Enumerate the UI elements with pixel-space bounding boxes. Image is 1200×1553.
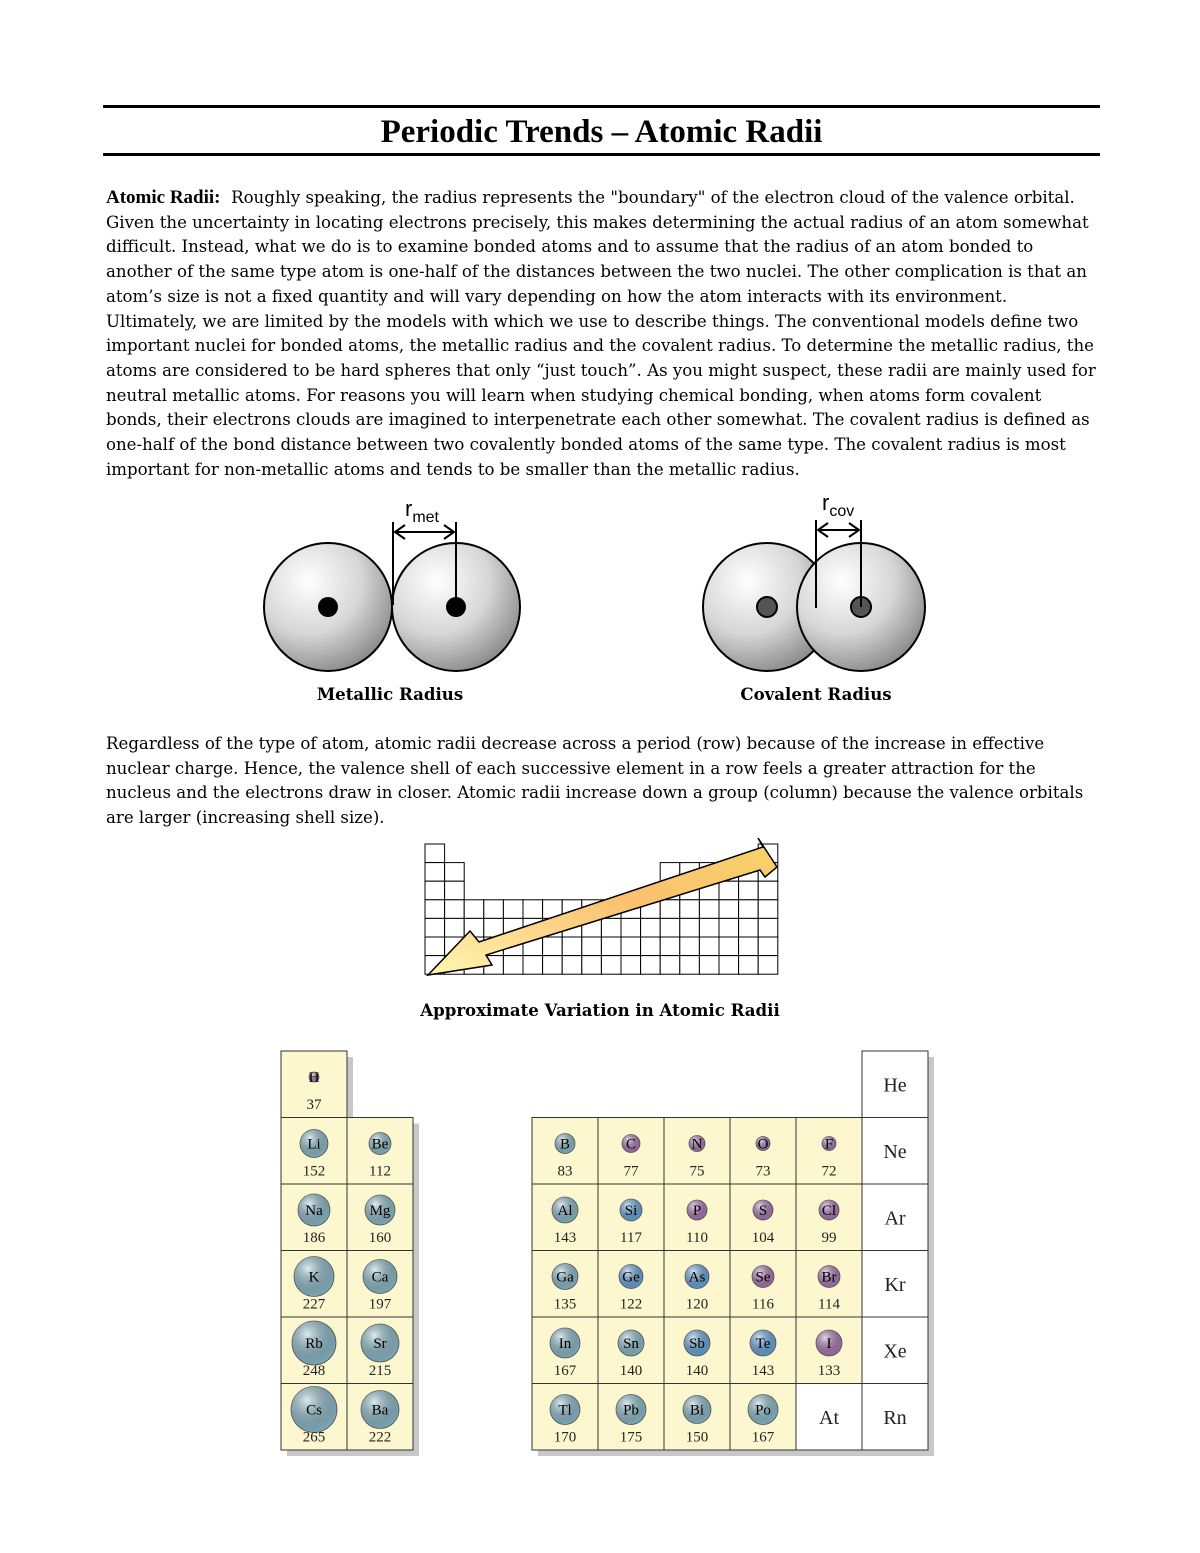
element-radius: 167 [751,1429,775,1446]
element-cell [532,1317,604,1390]
element-symbol: Al [557,1203,573,1219]
element-cell [281,1118,353,1191]
grid-cell [699,956,719,975]
element-symbol: C [625,1136,637,1153]
grid-cell [641,937,661,956]
trend-paragraph: Regardless of the type of atom, atomic radii decrease across a period (row) because of the increase in effective nuclear charge. Hence, the valence shell of each successive element in a row feels a greater attraction for the nucleus and the electrons draw in closer. Atomic radii increase down a group (column) because the valence orbitals are larger (increasing shell size). [106,734,1084,828]
element-symbol: Ge [622,1269,640,1286]
element-radius: 75 [689,1163,705,1180]
element-symbol: Ba [371,1402,389,1419]
element-symbol: P [692,1203,702,1219]
element-cell [730,1184,802,1257]
element-symbol: Kr [884,1273,906,1296]
grid-cell [582,956,602,975]
element-cell [598,1118,670,1191]
element-symbol: Bi [689,1402,705,1419]
grid-cell [680,956,700,975]
element-symbol: Po [755,1402,771,1419]
intro-body: Roughly speaking, the radius represents the "boundary" of the electron cloud of the valence orbital. Given the uncertainty in locating electrons precisely, this makes determining the actual radius of an atom somewhat difficult. Instead, what we do is to examine bonded atoms and to assume that the radius of an atom bonded to another of the same type atom is one-half of the distances between the two nuclei. The other complication is that an atom’s size is not a fixed quantity and will vary depending on how the atom interacts with its environment. Ultimately, we are limited by the models with which we use to describe things. The conventional models define two important nuclei for bonded atoms, the metallic radius and the covalent radius. To determine the metallic radius, the atoms are considered to be hard spheres that only “just touch”. As you might suspect, these radii are mainly used for neutral metallic atoms. For reasons you will learn when studying chemical bonding, when atoms form covalent bonds, their electrons clouds are imagined to interpenetrate each other somewhat. The covalent radius is defined as one-half of the bond distance between two covalently bonded atoms of the same type. The covalent radius is most important for non-metallic atoms and tends to be smaller than the metallic radius. [106,188,1096,479]
grid-cell [523,900,543,919]
element-symbol: Br [821,1269,837,1286]
element-radius: 248 [302,1363,326,1379]
element-cell [532,1118,604,1191]
element-cell [796,1317,868,1390]
element-cell [532,1384,604,1457]
grid-cell [601,918,621,937]
grid-cell [660,918,680,937]
element-cell [347,1251,419,1324]
element-symbol: Sb [689,1336,705,1352]
grid-cell [503,956,523,975]
element-radius: 140 [685,1363,709,1379]
grid-cell [758,956,778,975]
grid-cell [758,881,778,900]
element-symbol: Si [624,1203,638,1219]
element-symbol: He [883,1074,907,1097]
intro-lead: Atomic Radii: [106,187,221,208]
element-radius: 83 [557,1163,573,1180]
element-radius: 143 [751,1363,775,1379]
element-radius: 122 [619,1296,643,1313]
grid-cell [739,956,759,975]
title-underline [103,153,1100,156]
element-symbol: As [688,1269,706,1286]
grid-cell [660,956,680,975]
element-symbol: Mg [369,1203,391,1219]
element-radius: 175 [619,1429,643,1446]
element-symbol: Cs [306,1402,322,1419]
grid-cell [660,900,680,919]
element-symbol: B [559,1136,571,1153]
element-cell [664,1118,736,1191]
element-symbol: Te [755,1336,771,1352]
element-cell [532,1251,604,1324]
grid-cell [719,881,739,900]
element-radius: 72 [821,1163,837,1180]
grid-cell [739,881,759,900]
grid-cell [719,900,739,919]
element-symbol: At [819,1406,839,1429]
grid-cell [739,918,759,937]
element-cell [796,1184,868,1257]
trend-caption: Approximate Variation in Atomic Radii [420,1000,780,1020]
element-radius: 222 [368,1429,392,1446]
grid-cell [601,956,621,975]
covalent-nucleus-left [757,597,777,617]
grid-cell [758,937,778,956]
grid-cell [758,918,778,937]
grid-cell [719,956,739,975]
element-cell [664,1317,736,1390]
element-radius: 99 [821,1230,837,1246]
element-radius: 167 [553,1363,577,1379]
element-radius: 116 [752,1296,774,1313]
element-symbol: Ne [883,1140,907,1163]
grid-cell [621,956,641,975]
grid-cell [562,937,582,956]
grid-cell [425,900,445,919]
element-cell [730,1251,802,1324]
element-cell [862,1118,934,1191]
grid-cell [641,918,661,937]
element-symbol: Ca [371,1269,389,1286]
element-cell [598,1317,670,1390]
element-radius: 133 [817,1363,841,1379]
grid-cell [699,937,719,956]
grid-cell [601,937,621,956]
grid-cell [739,937,759,956]
element-radius: 77 [623,1163,639,1180]
element-symbol: Pb [623,1402,639,1419]
element-cell [598,1384,670,1457]
element-radius: 140 [619,1363,643,1379]
grid-cell [699,900,719,919]
element-cell [281,1251,353,1324]
grid-cell [680,937,700,956]
element-cell [281,1184,353,1257]
element-cell [532,1184,604,1257]
element-symbol: H [308,1070,320,1086]
grid-cell [425,881,445,900]
element-symbol: F [824,1136,834,1153]
element-cell [862,1251,934,1324]
element-radius: 112 [369,1163,391,1180]
element-cell [347,1118,419,1191]
element-radius: 160 [368,1230,392,1246]
grid-cell [699,918,719,937]
element-symbol: N [691,1136,703,1153]
grid-cell [758,900,778,919]
element-radius: 73 [755,1163,771,1180]
element-cell [281,1384,353,1457]
element-cell [730,1317,802,1390]
element-radius: 265 [302,1429,326,1446]
element-symbol: Rn [883,1406,907,1429]
element-symbol: Tl [558,1402,572,1419]
grid-cell [464,900,484,919]
element-symbol: S [758,1203,768,1219]
element-symbol: Se [755,1269,771,1286]
grid-cell [503,900,523,919]
grid-cell [660,937,680,956]
element-cell [796,1251,868,1324]
element-cell [347,1384,419,1457]
element-cell [796,1118,868,1191]
element-symbol: Na [305,1203,323,1219]
top-rule [103,105,1100,108]
covalent-caption: Covalent Radius [740,684,892,704]
element-radius: 120 [685,1296,709,1313]
grid-cell [445,881,465,900]
element-symbol: Sr [373,1336,387,1352]
element-cell [862,1051,934,1124]
element-symbol: O [757,1136,769,1153]
element-symbol: Ga [556,1269,574,1286]
element-radius: 152 [302,1163,326,1180]
grid-cell [582,937,602,956]
grid-cell [445,863,465,882]
element-cell [730,1118,802,1191]
metallic-caption: Metallic Radius [316,684,464,704]
element-symbol: Ar [884,1207,906,1230]
element-cell [347,1184,419,1257]
element-radius: 227 [302,1296,326,1313]
covalent-radius-label: $r_{cov}$ [822,490,855,520]
grid-cell [562,956,582,975]
grid-cell [445,900,465,919]
grid-cell [739,900,759,919]
element-cell [862,1384,934,1457]
element-radius: 114 [818,1296,840,1313]
covalent-arrow [818,523,859,537]
element-symbol: K [308,1269,320,1286]
grid-cell [621,918,641,937]
element-cell [281,1051,353,1124]
element-cell [598,1184,670,1257]
element-cell [347,1317,419,1390]
grid-cell [719,937,739,956]
metallic-arrow [395,525,454,539]
element-cell [598,1251,670,1324]
element-symbol: In [558,1336,572,1352]
element-radius: 143 [553,1230,577,1246]
grid-cell [425,863,445,882]
element-radius: 104 [751,1230,775,1246]
grid-cell [680,900,700,919]
grid-cell [543,956,563,975]
element-cell [730,1384,802,1457]
element-cell [862,1184,934,1257]
element-cell [281,1317,353,1390]
grid-cell [621,937,641,956]
element-radius: 197 [368,1296,392,1313]
element-cell [796,1384,868,1457]
intro-paragraph [106,186,1096,482]
element-radius: 170 [553,1429,577,1446]
element-radius: 135 [553,1296,577,1313]
grid-cell [425,918,445,937]
element-symbol: I [826,1336,832,1352]
element-symbol: Cl [821,1203,837,1219]
grid-cell [425,844,445,863]
grid-cell [680,918,700,937]
element-symbol: Xe [883,1340,907,1363]
element-cell [664,1384,736,1457]
element-symbol: Sn [623,1336,639,1352]
element-cell [862,1317,934,1390]
element-radius: 186 [302,1230,326,1246]
element-radius: 117 [620,1230,642,1246]
metallic-radius-label: $r_{met}$ [405,496,439,526]
grid-cell [719,918,739,937]
element-cell [664,1251,736,1324]
grid-cell [445,918,465,937]
grid-cell [543,937,563,956]
element-radius: 110 [686,1230,708,1246]
trend-figure [0,838,1200,983]
element-radius: 215 [368,1363,392,1379]
element-symbol: Rb [305,1336,323,1352]
grid-cell [641,956,661,975]
radius-diagram [0,480,1200,680]
grid-cell [425,937,445,956]
page-title: Periodic Trends – Atomic Radii [380,114,823,150]
grid-cell [484,900,504,919]
atomic-radii-table [0,1045,1200,1465]
element-symbol: Li [307,1136,321,1153]
element-symbol: Be [371,1136,389,1153]
element-radius: 150 [685,1429,709,1446]
element-cell [664,1184,736,1257]
element-radius: 37 [306,1097,322,1113]
metallic-nucleus-left [318,597,338,617]
grid-cell [523,956,543,975]
